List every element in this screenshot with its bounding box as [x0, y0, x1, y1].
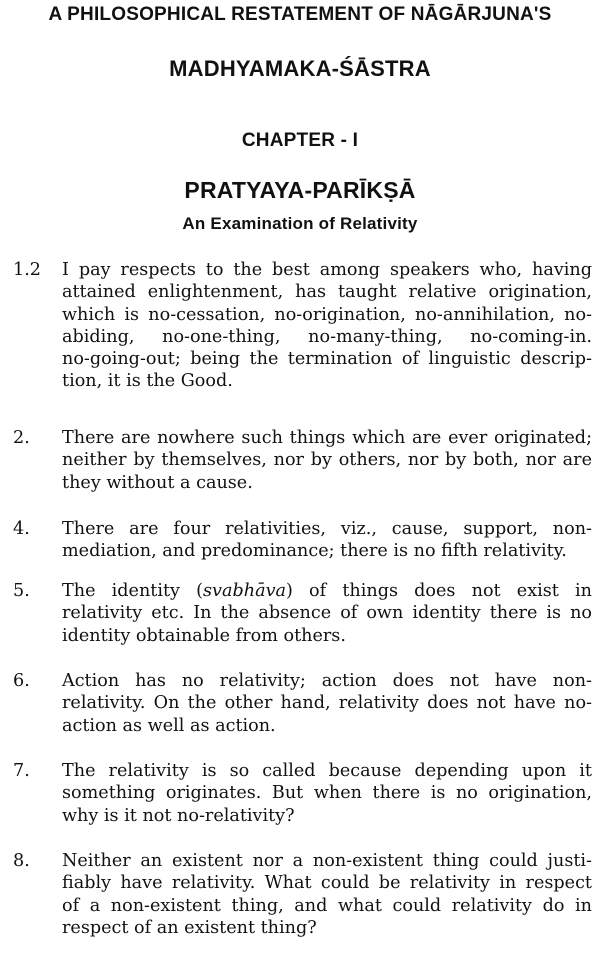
verse-text-fragment: The identity ( — [62, 581, 204, 601]
verse-line: tion, it is the Good. — [62, 371, 233, 392]
verse-line: The relativity is so called because depending upon it — [62, 761, 592, 781]
book-title: MADHYAMAKA-ŚĀSTRA — [169, 56, 431, 81]
verse-line: respect of an existent thing? — [62, 917, 317, 938]
verse-number: 8. — [13, 851, 30, 871]
chapter-heading: CHAPTER - I — [241, 130, 359, 151]
verse-line: action as well as action. — [62, 715, 276, 736]
verse-text-fragment: ) of things does not exist in — [286, 581, 592, 601]
verse-line: relativity etc. In the absence of own identity there is no — [62, 603, 592, 624]
verse-line: Action has no relativity; action does not have non- — [62, 671, 592, 691]
verse-line: There are nowhere such things which are ever originated; — [62, 428, 592, 448]
verse-text — [62, 850, 592, 939]
chapter-subtitle: An Examination of Relativity — [182, 214, 418, 233]
verse-line: which is no-cessation, no-origination, no-annihilation, no- — [62, 304, 592, 325]
sanskrit-term: svabhāva — [203, 581, 287, 601]
verse-text — [62, 670, 592, 737]
verse-line: of a non-existent thing, and what could relativity do in — [62, 895, 592, 916]
verse-text — [62, 259, 592, 393]
verse-text — [62, 427, 592, 494]
verse-line: something originates. But when there is no origination, — [62, 783, 592, 804]
verse-line — [62, 580, 592, 602]
verse-number: 4. — [13, 519, 30, 539]
verse-line: Neither an existent nor a non-existent thing could justi- — [62, 851, 592, 871]
verse-line: There are four relativities, viz., cause, support, non- — [62, 519, 592, 539]
verse-number: 1.2 — [13, 260, 41, 280]
verse-line: no-going-out; being the termination of linguistic descrip- — [62, 349, 592, 370]
verse-text — [62, 518, 592, 563]
verse-line: why is it not no-relativity? — [62, 805, 295, 826]
verse-line: mediation, and predominance; there is no fifth relativity. — [62, 541, 567, 562]
verse-text — [62, 580, 592, 647]
chapter-title: PRATYAYA-PARĪKṢĀ — [184, 177, 416, 203]
verse-number: 7. — [13, 761, 30, 781]
verse-line: I pay respects to the best among speakers who, having — [62, 260, 592, 280]
verse-line: relativity. On the other hand, relativity does not have no- — [62, 693, 592, 714]
verse-number: 2. — [13, 428, 30, 448]
verse-line: neither by themselves, nor by others, nor by both, nor are — [62, 450, 592, 471]
verse-line: abiding, no-one-thing, no-many-thing, no-coming-in. — [62, 326, 592, 347]
verse-line: they without a cause. — [62, 472, 253, 493]
verse-text — [62, 760, 592, 827]
running-title: A PHILOSOPHICAL RESTATEMENT OF NĀGĀRJUNA'S — [48, 4, 552, 25]
verse-line: identity obtainable from others. — [62, 625, 346, 646]
verse-number: 5. — [13, 581, 30, 601]
verse-line: fiably have relativity. What could be relativity in respect — [62, 873, 592, 894]
verse-line: attained enlightenment, has taught relative origination, — [62, 282, 592, 303]
verse-number: 6. — [13, 671, 30, 691]
